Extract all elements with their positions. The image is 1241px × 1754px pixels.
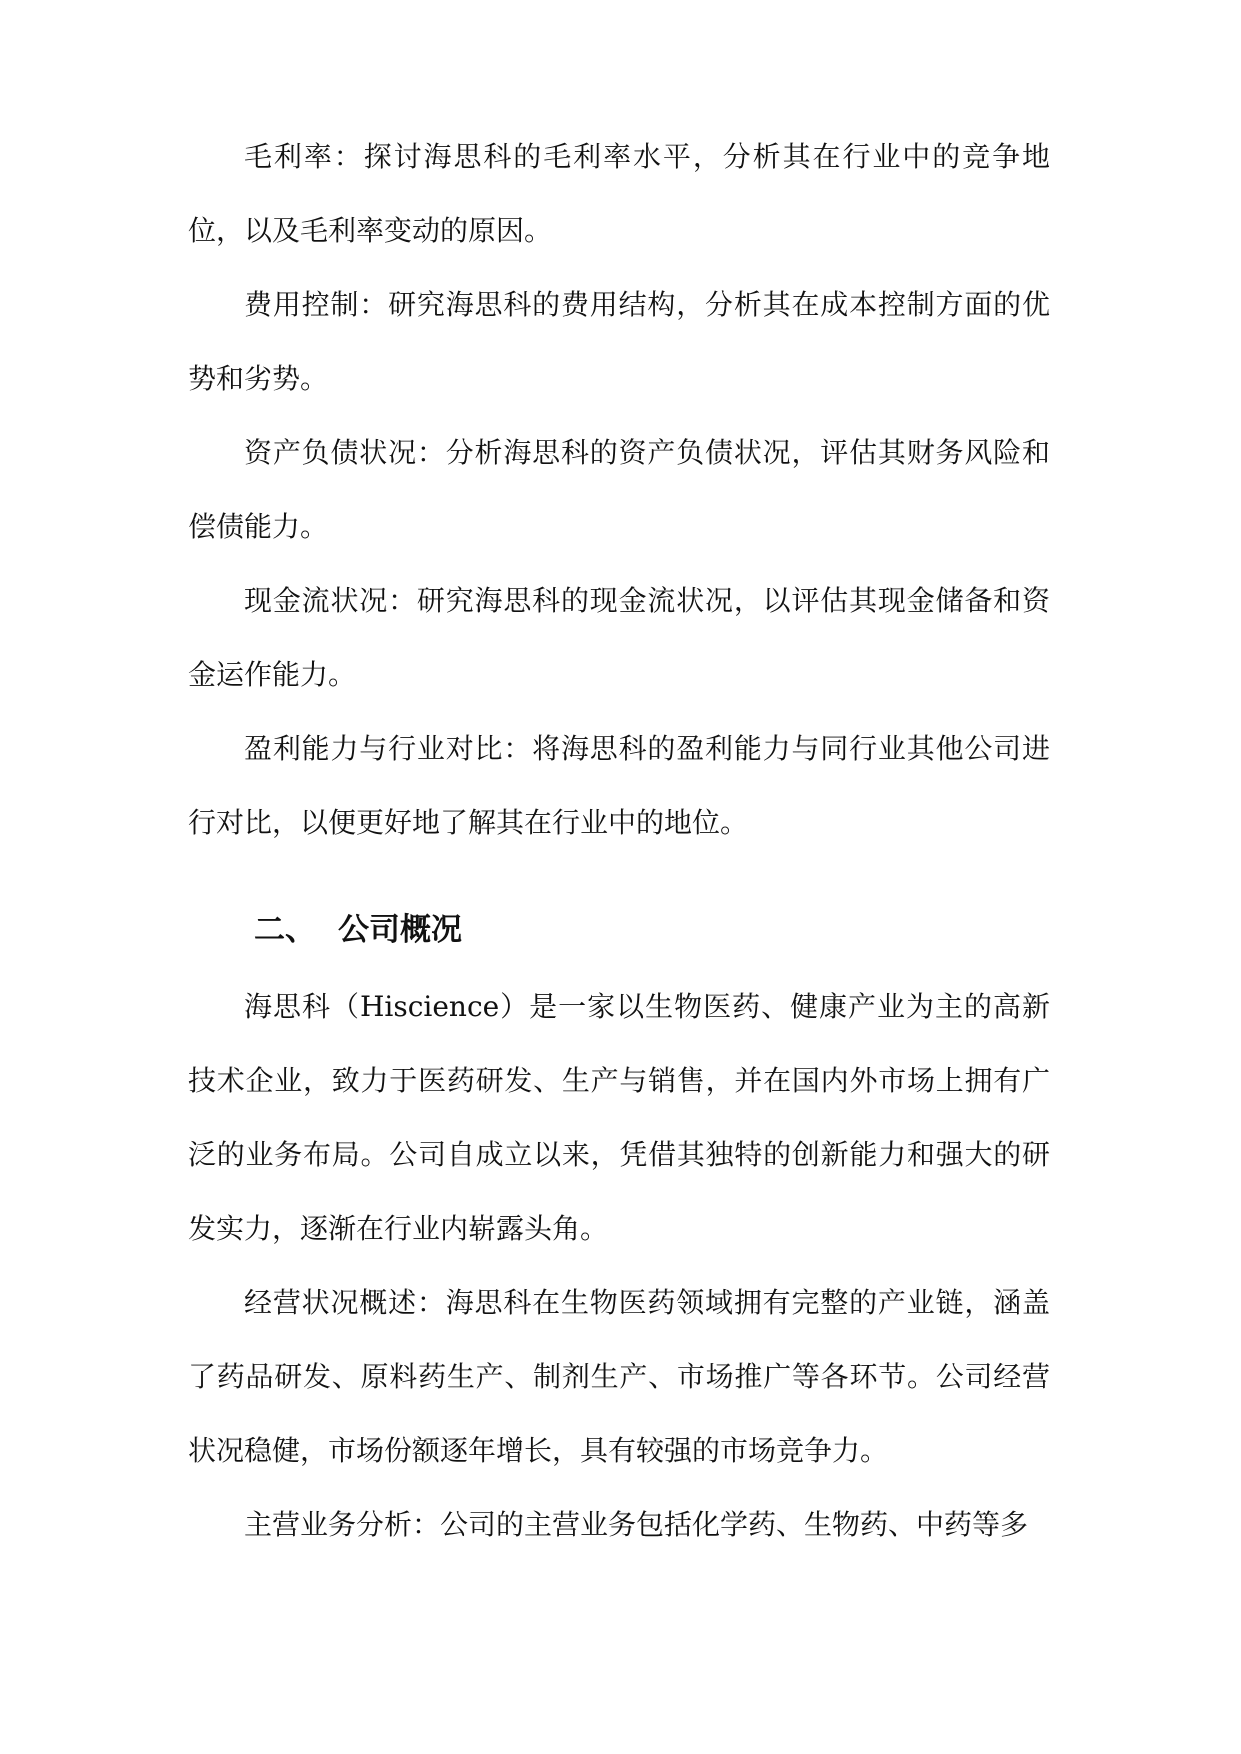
paragraph-cash-flow: 现金流状况：研究海思科的现金流状况，以评估其现金储备和资金运作能力。 xyxy=(188,584,1050,691)
paragraph-cost-control: 费用控制：研究海思科的费用结构，分析其在成本控制方面的优势和劣势。 xyxy=(188,288,1050,395)
document-body xyxy=(188,120,1050,1562)
paragraph-operations-overview: 经营状况概述：海思科在生物医药领域拥有完整的产业链，涵盖了药品研发、原料药生产、制剂生产、市场推广等各环节。公司经营状况稳健，市场份额逐年增长，具有较强的市场竞争力。 xyxy=(188,1286,1050,1467)
paragraph-industry-comparison: 盈利能力与行业对比：将海思科的盈利能力与同行业其他公司进行对比，以便更好地了解其在行业中的地位。 xyxy=(188,732,1050,839)
paragraph-main-business: 主营业务分析：公司的主营业务包括化学药、生物药、中药等多 xyxy=(244,1508,1029,1541)
section-number: 二、 xyxy=(254,912,316,948)
paragraph-balance-sheet: 资产负债状况：分析海思科的资产负债状况，评估其财务风险和偿债能力。 xyxy=(188,436,1050,543)
section-title: 公司概况 xyxy=(338,912,462,948)
paragraph-gross-margin: 毛利率：探讨海思科的毛利率水平，分析其在行业中的竞争地位，以及毛利率变动的原因。 xyxy=(188,140,1050,247)
paragraph-company-intro: 海思科（Hiscience）是一家以生物医药、健康产业为主的高新技术企业，致力于医药研发、生产与销售，并在国内外市场上拥有广泛的业务布局。公司自成立以来，凭借其独特的创新能力和强大的研发实力，逐渐在行业内崭露头角。 xyxy=(188,990,1050,1245)
section-heading xyxy=(188,902,1050,958)
